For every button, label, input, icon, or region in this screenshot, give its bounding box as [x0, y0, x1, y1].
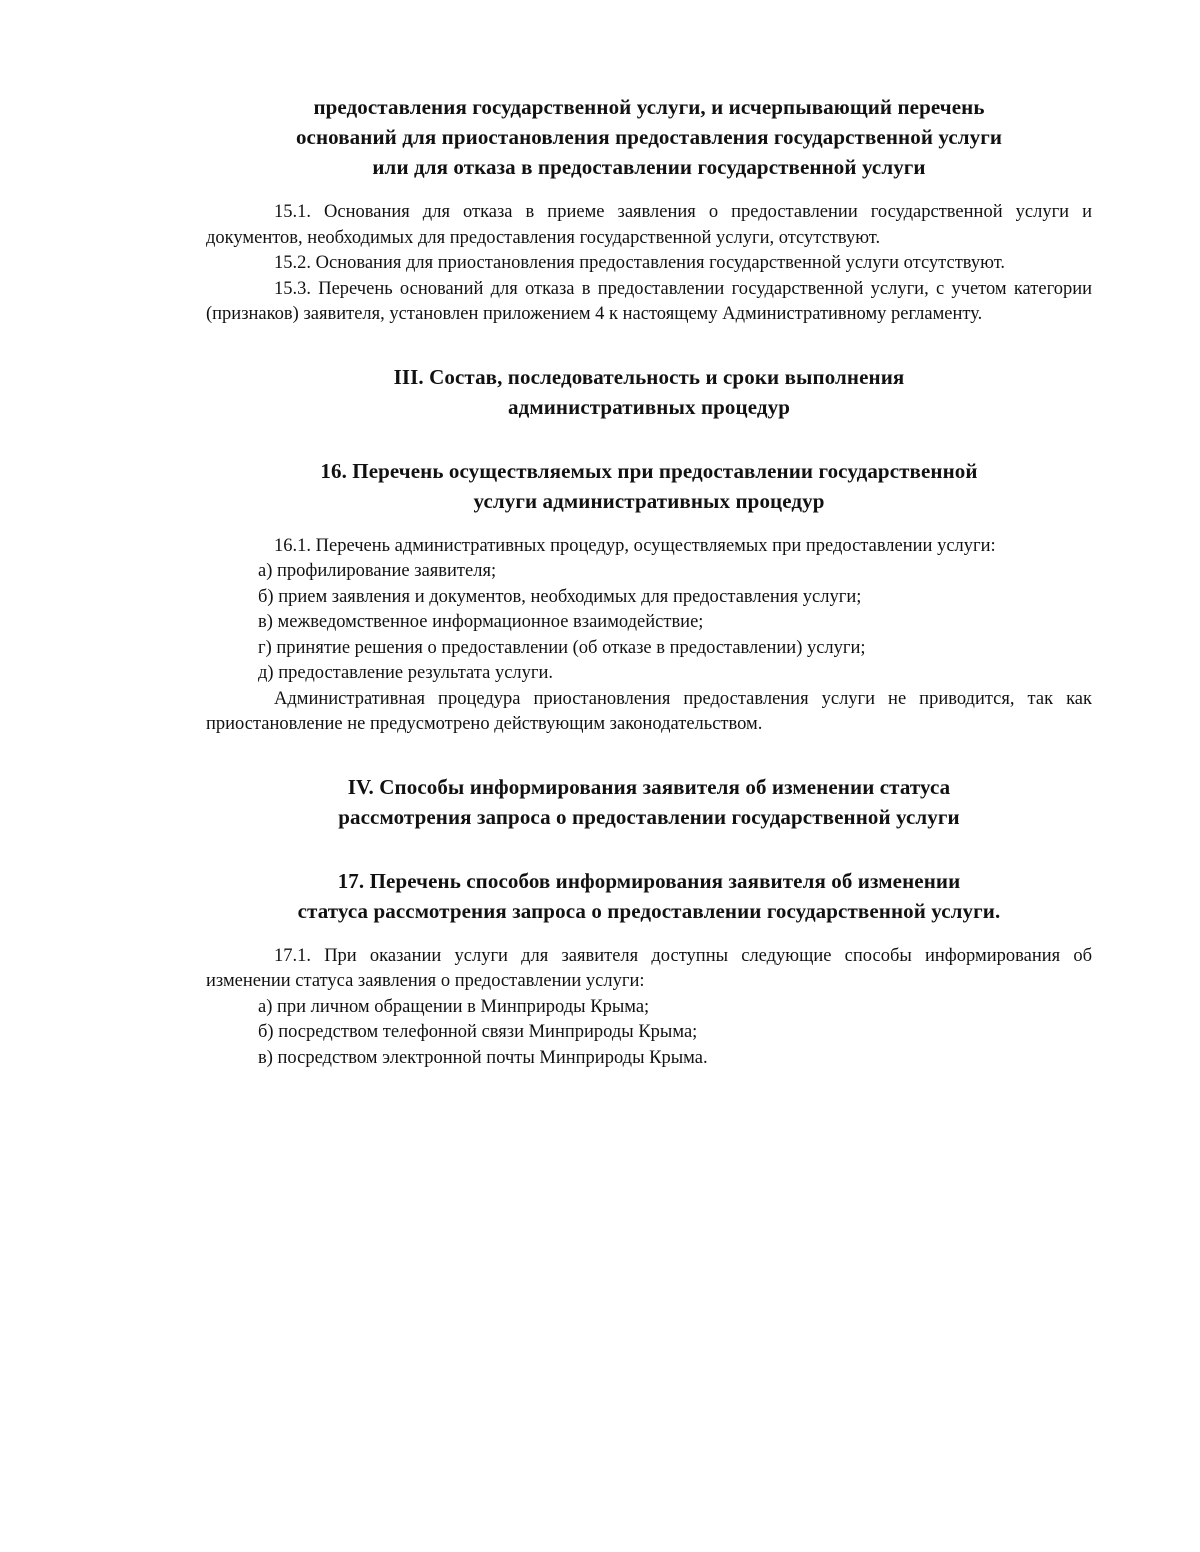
list-item: г) принятие решения о предоставлении (об отказе в предоставлении) услуги; — [258, 637, 866, 658]
heading-line: III. Состав, последовательность и сроки выполнения — [393, 364, 905, 389]
paragraph-16-note: Административная процедура приостановления предоставления услуги не приводится, так как приостановление не предусмотрено действующим законодательством. — [206, 688, 1092, 734]
heading-section-17 — [206, 866, 1092, 926]
heading-line: 17. Перечень способов информирования заявителя об изменении — [337, 868, 961, 893]
paragraph-15-1: 15.1. Основания для отказа в приеме заявления о предоставлении государственной услуги и документов, необходимых для предоставления государственной услуги, отсутствуют. — [206, 202, 1092, 248]
section-iii-title — [206, 362, 1092, 422]
list-item: в) межведомственное информационное взаимодействие; — [258, 612, 704, 632]
paragraph-17-1: 17.1. При оказании услуги для заявителя доступны следующие способы информирования об изменении статуса заявления о предоставлении услуги: — [206, 945, 1092, 991]
heading-line: или для отказа в предоставлении государственной услуги — [372, 155, 926, 179]
heading-line: услуги административных процедур — [473, 488, 825, 513]
section-iv-title — [206, 772, 1092, 832]
list-item: а) профилирование заявителя; — [258, 561, 497, 581]
heading-section-15 — [206, 92, 1092, 182]
heading-line: 16. Перечень осуществляемых при предоставлении государственной — [320, 458, 978, 483]
heading-line: предоставления государственной услуги, и исчерпывающий перечень — [313, 95, 985, 119]
heading-line: статуса рассмотрения запроса о предоставлении государственной услуги. — [297, 898, 1001, 923]
list-item: в) посредством электронной почты Минприроды Крыма. — [258, 1047, 708, 1068]
list-item: д) предоставление результата услуги. — [258, 663, 553, 683]
paragraph-16-1: 16.1. Перечень административных процедур, осуществляемых при предоставлении услуги: — [274, 535, 996, 556]
paragraph-15-3: 15.3. Перечень оснований для отказа в предоставлении государственной услуги, с учетом категории (признаков) заявителя, установлен приложением 4 к настоящему Административному регламенту. — [206, 278, 1092, 324]
heading-line: рассмотрения запроса о предоставлении государственной услуги — [338, 804, 960, 829]
heading-section-16 — [206, 456, 1092, 516]
list-item: б) прием заявления и документов, необходимых для предоставления услуги; — [258, 586, 862, 607]
heading-line: IV. Способы информирования заявителя об изменении статуса — [347, 774, 951, 799]
heading-line: оснований для приостановления предоставления государственной услуги — [295, 125, 1003, 149]
paragraph-15-2: 15.2. Основания для приостановления предоставления государственной услуги отсутствуют. — [274, 253, 1006, 273]
list-item: б) посредством телефонной связи Минприроды Крыма; — [258, 1022, 698, 1042]
heading-line: административных процедур — [508, 394, 790, 419]
list-item: а) при личном обращении в Минприроды Крыма; — [258, 996, 650, 1017]
